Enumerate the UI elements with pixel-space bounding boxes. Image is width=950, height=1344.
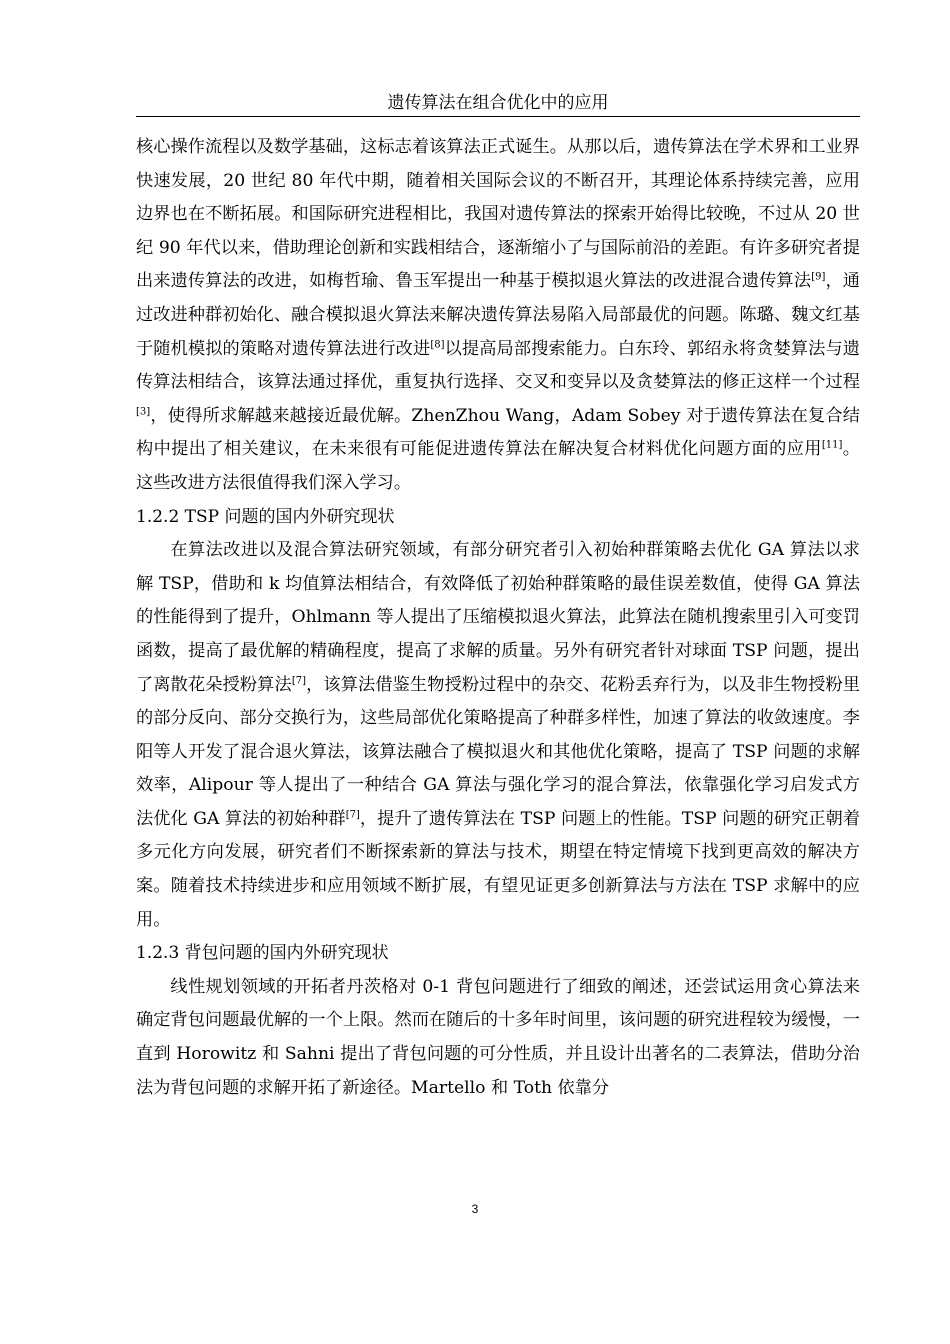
- citation-ref: [3]: [136, 406, 151, 418]
- running-header: 遗传算法在组合优化中的应用: [136, 90, 860, 117]
- citation-ref: [11]: [821, 439, 843, 451]
- citation-ref: [9]: [811, 271, 826, 283]
- page-number: 3: [471, 1202, 479, 1216]
- section-heading-knapsack: 1.2.3 背包问题的国内外研究现状: [136, 943, 389, 964]
- paragraph-text: 核心操作流程以及数学基础，这标志着该算法正式诞生。从那以后，遗传算法在学术界和工业界快速发展，20 世纪 80 年代中期，随着相关国际会议的不断召开，其理论体系持续完善，应用边界也在不断拓展。和国际研究进程相比，我国对遗传算法的探索开始得比较晚，不过从 20 世纪 90 年代以来，借助理论创新和实践相结合，逐渐缩小了与国际前沿的差距。有许多研究者提出来遗传算法的改进，如梅哲瑜、鲁玉军提出一种基于模拟退火算法的改进混合遗传算法: [136, 137, 860, 292]
- paragraph-text: ，通过改进种群初始化、融合模拟退火算法来解决遗传算法易陷入局部最优的问题。陈璐、魏文红基于随机模拟的策略对遗传算法进行改进: [136, 271, 860, 359]
- paragraph-text: 以提高局部搜索能力。白东玲、郭绍永将贪婪算法与遗传算法相结合，该算法通过择优，重复执行选择、交叉和变异以及贪婪算法的修正这样一个过程: [136, 338, 860, 393]
- paragraph-knapsack: [136, 971, 860, 1105]
- paragraph-text: ，该算法借鉴生物授粉过程中的杂交、花粉丢弃行为，以及非生物授粉里的部分反向、部分交换行为，这些局部优化策略提高了种群多样性，加速了算法的收敛速度。李阳等人开发了混合退火算法，该算法融合了模拟退火和其他优化策略，提高了 TSP 问题的求解效率，Alipour 等人提出了一种结合 GA 算法与强化学习的混合算法，依靠强化学习启发式方法优化 GA 算法的初始种群: [136, 674, 860, 829]
- page-body: [136, 131, 860, 1105]
- citation-ref: [7]: [345, 809, 360, 821]
- paragraph-ga-history: [136, 131, 860, 501]
- paragraph-text: ，使得所求解越来越接近最优解。ZhenZhou Wang，Adam Sobey 对于遗传算法在复合结构中提出了相关建议，在未来很有可能促进遗传算法在解决复合材料优化问题方面的应用: [136, 405, 860, 460]
- paragraph-tsp: [136, 534, 860, 937]
- paragraph-text: 线性规划领域的开拓者丹茨格对 0-1 背包问题进行了细致的阐述，还尝试运用贪心算法来确定背包问题最优解的一个上限。然而在随后的十多年时间里，该问题的研究进程较为缓慢，一直到 Horowitz 和 Sahni 提出了背包问题的可分性质，并且设计出著名的二表算法，借助分治法为背包问题的求解开拓了新途径。Martello 和 Toth 依靠分: [136, 976, 860, 1098]
- paragraph-text: ，提升了遗传算法在 TSP 问题上的性能。TSP 问题的研究正朝着多元化方向发展，研究者们不断探索新的算法与技术，期望在特定情境下找到更高效的解决方案。随着技术持续进步和应用领域不断扩展，有望见证更多创新算法与方法在 TSP 求解中的应用。: [136, 808, 861, 930]
- citation-ref: [8]: [430, 338, 445, 350]
- paragraph-text: 在算法改进以及混合算法研究领域，有部分研究者引入初始种群策略去优化 GA 算法以求解 TSP，借助和 k 均值算法相结合，有效降低了初始种群策略的最佳误差数值，使得 GA 算法的性能得到了提升，Ohlmann 等人提出了压缩模拟退火算法，此算法在随机搜索里引入可变罚函数，提高了最优解的精确程度，提高了求解的质量。另外有研究者针对球面 TSP 问题，提出了离散花朵授粉算法: [136, 540, 860, 695]
- section-heading-tsp: 1.2.2 TSP 问题的国内外研究现状: [136, 506, 395, 527]
- paragraph-text: 。这些改进方法很值得我们深入学习。: [136, 439, 860, 493]
- citation-ref: [7]: [291, 674, 306, 686]
